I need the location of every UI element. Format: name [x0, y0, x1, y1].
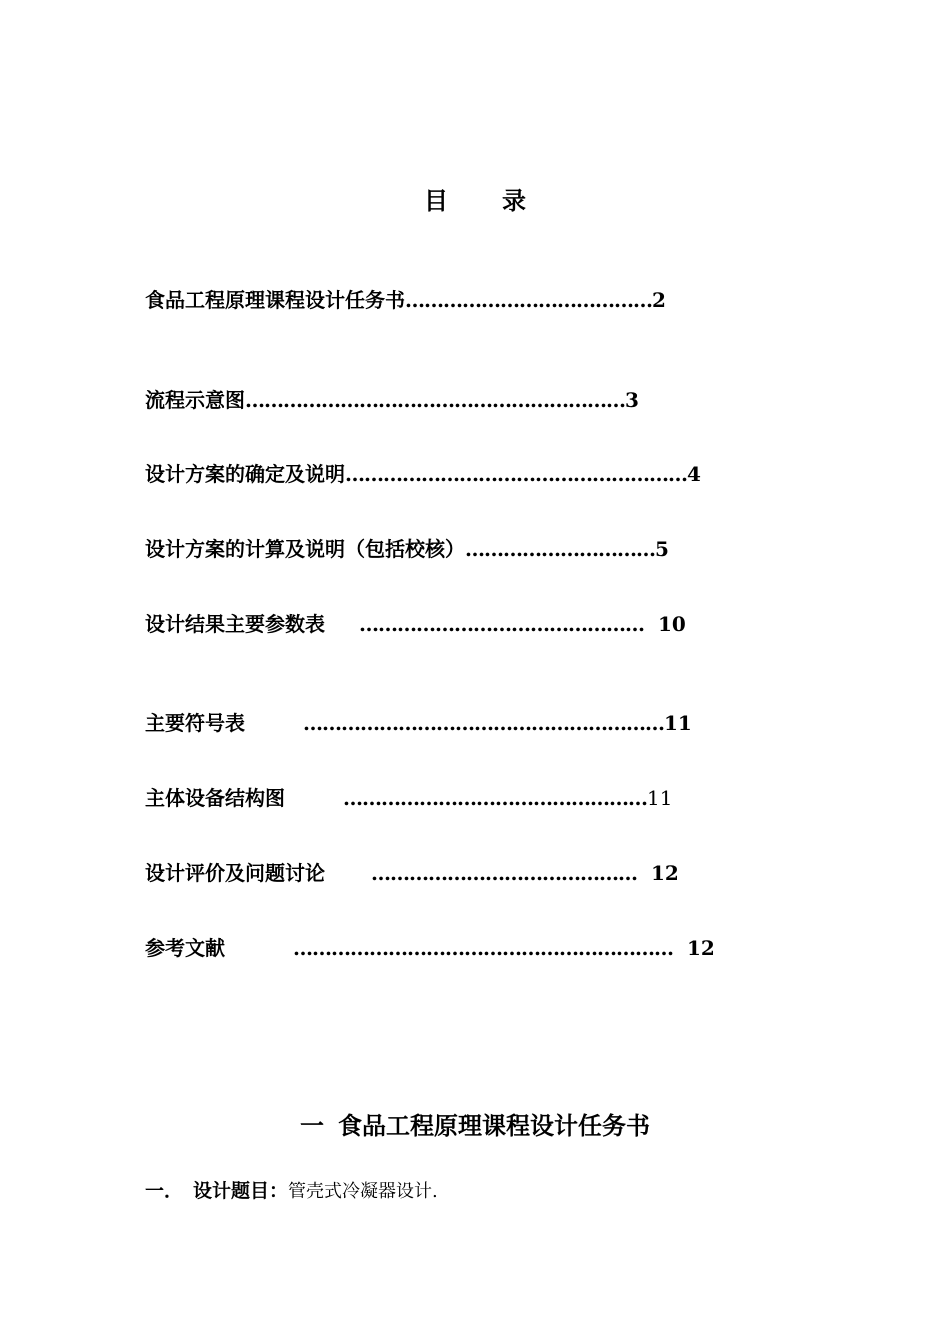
design-topic-line: [145, 1176, 438, 1207]
toc-entry-label: 设计评价及问题讨论: [145, 861, 325, 885]
item-label: 设计题目：: [193, 1180, 289, 1202]
toc-entry-label: 主要符号表: [145, 711, 245, 735]
toc-entry-label: 设计方案的确定及说明: [145, 462, 345, 486]
section-heading: [0, 1108, 950, 1144]
toc-entry-task-book[interactable]: [145, 286, 666, 314]
item-prefix: 一．: [145, 1180, 184, 1202]
toc-leader-dots: ………………………………………………: [345, 462, 687, 486]
toc-page-number: 10: [658, 612, 686, 636]
section-title: 食品工程原理课程设计任务书: [338, 1111, 650, 1140]
toc-leader-dots: …………………………………: [405, 288, 652, 312]
toc-page-number: 3: [625, 388, 639, 412]
item-value: 管壳式冷凝器设计.: [288, 1181, 438, 1202]
toc-entry-label: 食品工程原理课程设计任务书: [145, 288, 405, 312]
toc-page-number: 5: [655, 537, 669, 561]
toc-entry-param-table[interactable]: [145, 610, 686, 638]
toc-entry-flow-diagram[interactable]: [145, 386, 639, 414]
toc-page-number: 4: [687, 462, 701, 486]
toc-page-number: 11: [664, 711, 692, 735]
toc-leader-dots: ……………………………………………………: [293, 936, 673, 960]
toc-heading: [0, 184, 950, 218]
toc-leader-dots: …………………………………………: [343, 786, 647, 810]
toc-page-number: 12: [687, 936, 715, 960]
toc-entry-references[interactable]: [145, 934, 715, 962]
toc-leader-dots: ………………………………………: [359, 612, 644, 636]
toc-entry-label: 设计结果主要参数表: [145, 612, 325, 636]
toc-entry-label: 参考文献: [145, 936, 225, 960]
toc-leader-dots: …………………………………………………: [303, 711, 664, 735]
toc-entry-design-calc[interactable]: [145, 535, 669, 563]
toc-leader-dots: ……………………………………: [371, 861, 637, 885]
toc-entry-label: 流程示意图: [145, 388, 245, 412]
toc-heading-left: 目: [424, 186, 448, 215]
toc-entry-label: 主体设备结构图: [145, 786, 285, 810]
section-number: 一: [300, 1111, 324, 1140]
toc-entry-design-plan[interactable]: [145, 460, 701, 488]
toc-entry-label: 设计方案的计算及说明（包括校核）: [145, 537, 465, 561]
toc-leader-dots: ……………………………………………………: [245, 388, 625, 412]
toc-entry-structure-diagram[interactable]: [145, 784, 672, 812]
toc-leader-dots: …………………………: [465, 537, 655, 561]
toc-page-number: 11: [647, 786, 673, 810]
toc-page-number: 2: [652, 288, 666, 312]
toc-entry-symbol-table[interactable]: [145, 709, 692, 737]
toc-heading-right: 录: [502, 186, 526, 215]
toc-page-number: 12: [651, 861, 679, 885]
toc-entry-evaluation[interactable]: [145, 859, 679, 887]
